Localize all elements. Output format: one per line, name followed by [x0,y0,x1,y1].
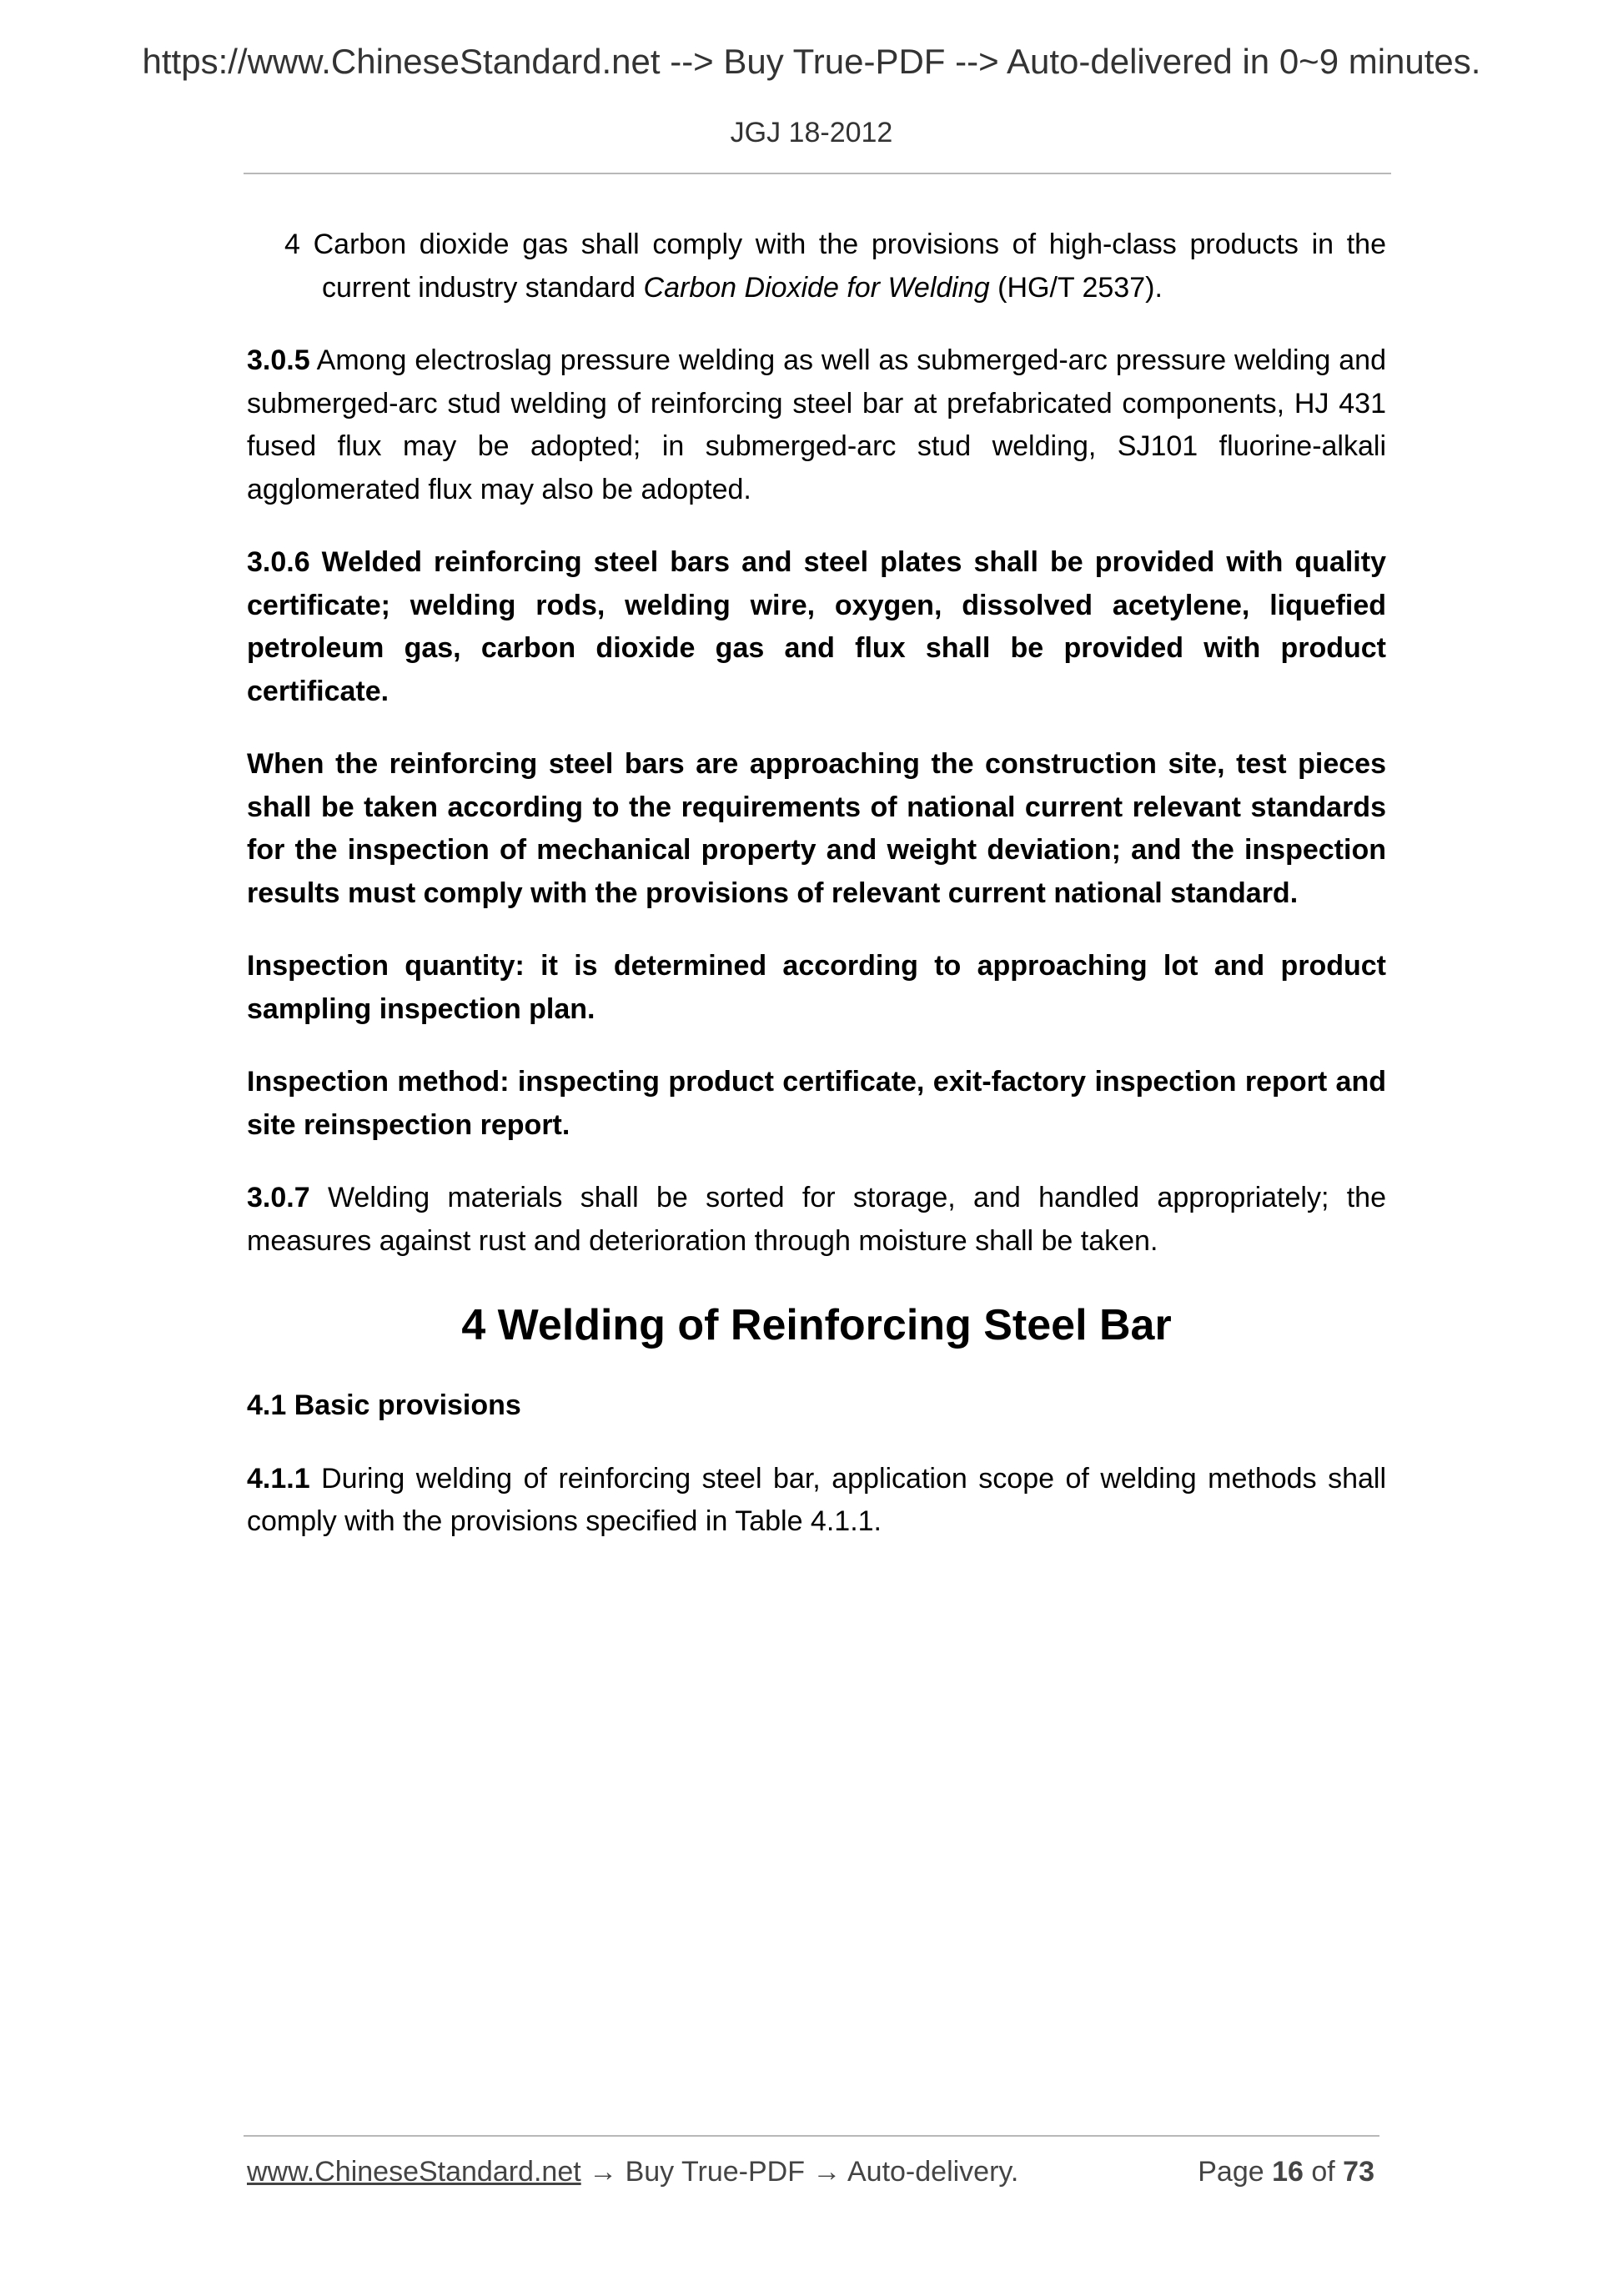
section-title: 4.1 Basic provisions [247,1389,521,1421]
footer-tagline: → Buy True-PDF → Auto-delivery. [580,2156,1019,2188]
inspection-quantity: Inspection quantity: it is determined according to approaching lot and product sampling inspection plan. [247,950,1386,1025]
page-indicator [1198,2156,1374,2188]
page-of-label: of [1303,2156,1344,2188]
clause-3-0-7 [247,1177,1386,1263]
clause-3-0-4-item-4 [284,224,1386,309]
page-content [247,224,1386,1544]
clause-3-0-5 [247,339,1386,511]
header-divider [244,173,1391,174]
clause-number: 3.0.7 [247,1182,310,1213]
clause-text: Welding materials shall be sorted for storage, and handled appropriately; the measures against rust and deterioration through moisture shall be taken. [247,1182,1386,1257]
item-4-text: 4 Carbon dioxide gas shall comply with the provisions of high-class products in the current industry standard [284,229,1386,304]
top-banner: https://www.ChineseStandard.net --> Buy True-PDF --> Auto-delivered in 0~9 minutes. [142,42,1481,81]
clause-text: Among electroslag pressure welding as well as submerged-arc pressure welding and submerged-arc stud welding of reinforcing steel bar at prefabricated components, HJ 431 fused flux may be adopted; in submerged-arc stud welding, SJ101 fluorine-alkali agglomerated flux may also be adopted. [247,344,1386,505]
clause-3-0-6: 3.0.6 Welded reinforcing steel bars and steel plates shall be provided with quality certificate; welding rods, welding wire, oxygen, dissolved acetylene, liquefied petroleum gas, carbon dioxide gas and flux shall be provided with product certificate. [247,546,1386,707]
footer-site-link[interactable]: www.ChineseStandard.net [247,2156,581,2188]
clause-4-1-1 [247,1458,1386,1544]
footer [247,2156,1379,2188]
item-4-code: (HG/T 2537). [989,271,1163,304]
standard-title: Carbon Dioxide for Welding [643,271,990,304]
clause-number: 3.0.5 [247,344,310,376]
page-label: Page [1198,2156,1273,2188]
page-number: 16 [1272,2156,1304,2188]
footer-divider [244,2135,1379,2137]
inspection-method: Inspection method: inspecting product certificate, exit-factory inspection report and site reinspection report. [247,1066,1386,1141]
clause-text: During welding of reinforcing steel bar, application scope of welding methods shall comply with the provisions specified in Table 4.1.1. [247,1462,1386,1537]
chapter-title: 4 Welding of Reinforcing Steel Bar [461,1301,1172,1349]
page-total: 73 [1343,2156,1374,2188]
clause-number: 4.1.1 [247,1462,310,1495]
document-code: JGJ 18-2012 [730,117,893,148]
clause-3-0-6-site-inspection: When the reinforcing steel bars are approaching the construction site, test pieces shall be taken according to the requirements of national current relevant standards for the inspection of mechanical property and weight deviation; and the inspection results must comply with the provisions of relevant current national standard. [247,748,1386,909]
